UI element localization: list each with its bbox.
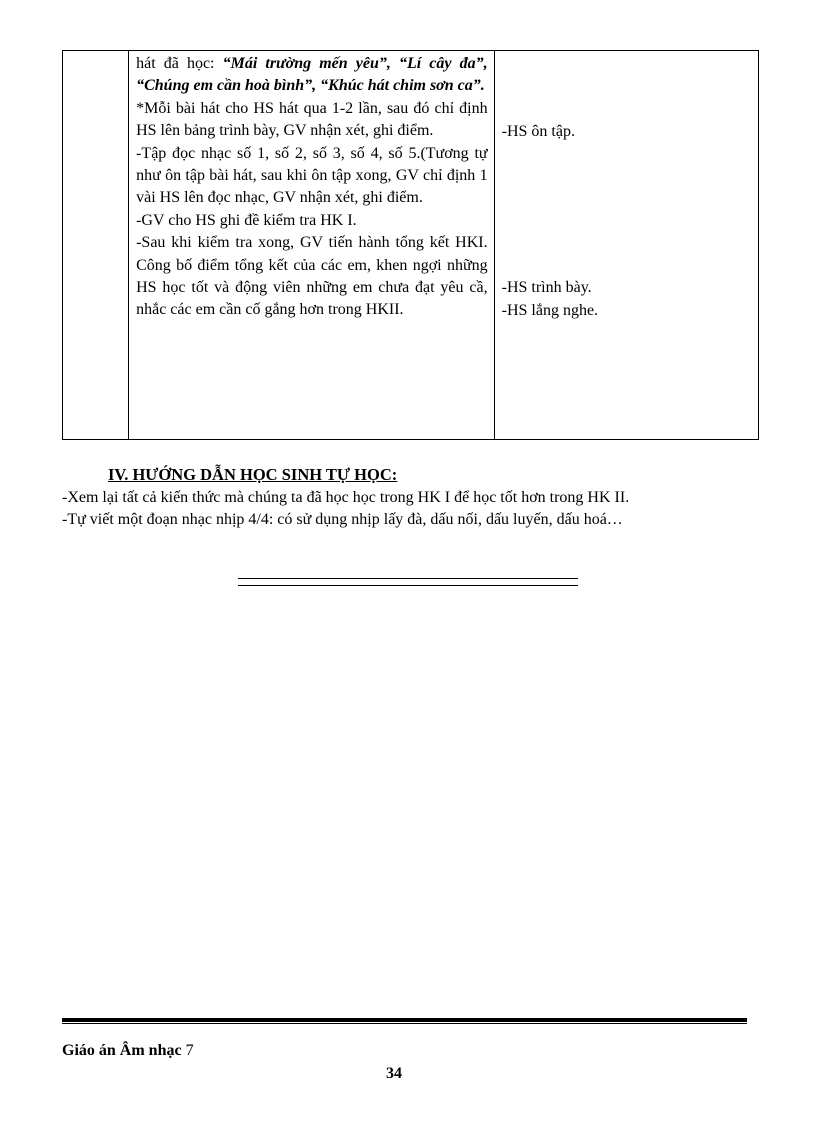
footer-rule [62, 1018, 747, 1024]
spacer [502, 51, 752, 121]
song-list: “Mái trường mến yêu”, “Lí cây đa”, “Chúng em cần hoà bình”, “Khúc hát chim sơn ca”. [136, 55, 488, 95]
homework-line-1: -Xem lại tất cả kiến thức mà chúng ta đã học học trong HK I để học tốt hơn trong HK II. [62, 489, 630, 506]
footer-title-text: Giáo án Âm nhạc [62, 1042, 182, 1059]
student-line-2: -HS trình bày. [501, 279, 592, 297]
teacher-paragraph-1: *Mỗi bài hát cho HS hát qua 1-2 lần, sau đó chỉ định HS lên bảng trình bày, GV nhận xét, ghi điểm. [136, 99, 488, 140]
table-row [63, 51, 759, 440]
homework-line-2: -Tự viết một đoạn nhạc nhịp 4/4: có sử dụng nhịp lấy đà, dấu nối, dấu luyến, dấu hoá… [62, 511, 623, 528]
section-title: IV. HƯỚNG DẪN HỌC SINH TỰ HỌC: [108, 465, 398, 484]
footer-title [62, 1042, 194, 1060]
page-number: 34 [386, 1065, 402, 1082]
spacer [502, 143, 752, 277]
lesson-table [62, 50, 759, 440]
teacher-paragraph-3: -GV cho HS ghi đề kiểm tra HK I. [136, 211, 357, 229]
double-line-separator [238, 578, 578, 586]
footer-grade: 7 [181, 1042, 194, 1059]
teacher-paragraph-2: -Tập đọc nhạc số 1, số 2, số 3, số 4, số 5.(Tương tự như ôn tập bài hát, sau khi ôn tập xong, GV chỉ định 1 vài HS lên đọc nhạc, GV nhận xét, ghi điểm. [136, 144, 488, 207]
empty-column-cell [63, 51, 129, 440]
student-activity-cell [494, 51, 758, 440]
intro-prefix: hát đã học: [136, 55, 223, 72]
student-line-3: -HS lắng nghe. [501, 301, 599, 319]
student-line-1: -HS ôn tập. [501, 123, 575, 140]
teacher-activity-cell [129, 51, 495, 440]
teacher-paragraph-4: -Sau khi kiểm tra xong, GV tiến hành tổng kết HKI. Công bố điểm tổng kết của các em, khen ngợi những HS học tốt và động viên những em chưa đạt yêu cầ, nhắc các em cần cố gắng hơn trong HKII. [136, 234, 488, 319]
songs-paragraph [136, 53, 488, 98]
